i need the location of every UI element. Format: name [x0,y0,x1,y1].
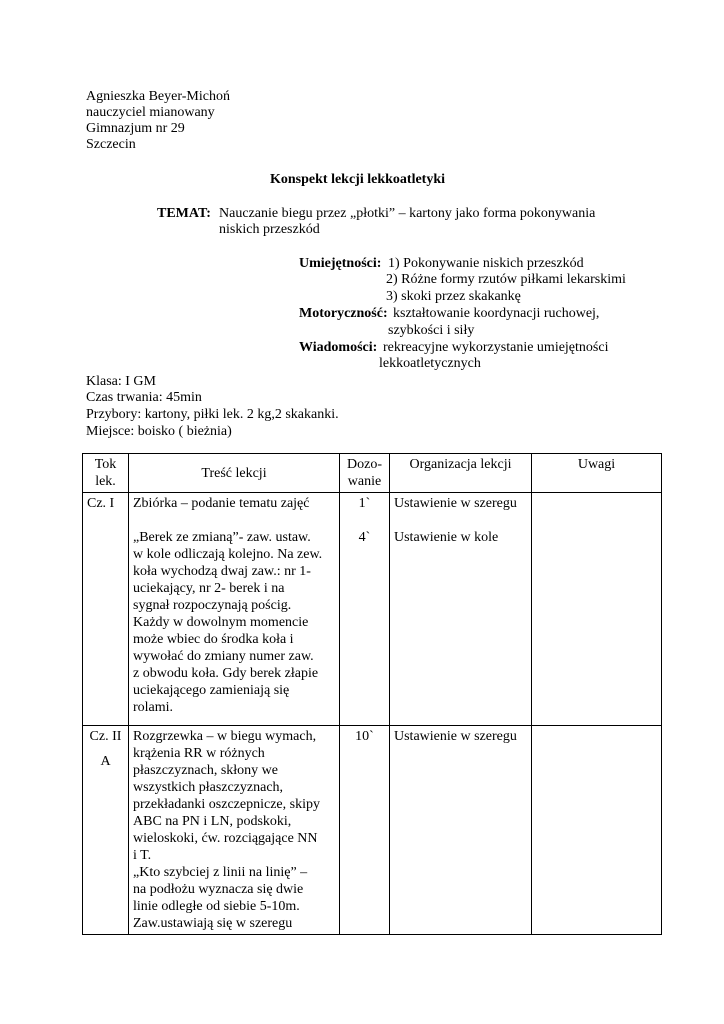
row1-content-line: rolami. [133,700,174,715]
row2-content-line: Zaw.ustawiają się w szeregu [133,916,293,931]
row2-content-line: linie odległe od siebie 5-10m. [133,899,300,914]
row1-dose [340,493,390,726]
knowledge-line-2: lekkoatletycznych [379,356,481,371]
header-content: Treść lekcji [129,454,340,493]
row1-dose-a: 1` [358,496,371,511]
equipment-info: Przybory: kartony, piłki lek. 2 kg,2 skakanki. [86,407,339,422]
header-notes: Uwagi [532,454,662,493]
skill-item-3: 3) skoki przez skakankę [386,289,521,304]
row2-content-line: płaszczyznach, skłony we [133,763,278,778]
row2-content-line: ABC na PN i LN, podskoki, [133,814,292,829]
row1-notes [532,493,662,726]
row1-organization [390,493,532,726]
document-title: Konspekt lekcji lekkoatletyki [270,172,446,187]
row2-dose: 10` [340,726,390,935]
row1-content-line: może wbiec do środka koła i [133,632,294,647]
row1-content-line: uciekającego zamieniają się [133,683,290,698]
header-organization: Organizacja lekcji [390,454,532,493]
skills-label: Umiejętności: [299,256,382,271]
table-row [83,493,662,726]
row2-content [129,726,340,935]
row1-content-line: koła wychodzą dwaj zaw.: nr 1- [133,564,311,579]
row2-content-line: wieloskoki, ćw. rozciągające NN [133,831,318,846]
table-header-row [83,454,662,493]
row2-part: Cz. II A [83,726,129,935]
table-row [83,726,662,935]
row1-content-line: w kole odliczają kolejno. Na zew. [133,547,323,562]
row2-notes [532,726,662,935]
row1-dose-b: 4` [358,530,371,545]
motor-label: Motoryczność: [299,306,388,321]
motor-line-1: kształtowanie koordynacji ruchowej, [393,306,600,321]
header-dose: Dozo- wanie [340,454,390,493]
row1-content-line: sygnał rozpoczynają pościg. [133,598,292,613]
row1-content-line: Każdy w dowolnym momencie [133,615,309,630]
row2-content-line: wszystkich płaszczyznach, [133,780,284,795]
place-info: Miejsce: boisko ( bieżnia) [86,424,232,439]
lesson-table [82,453,662,935]
knowledge-label: Wiadomości: [299,340,378,355]
knowledge-line-1: rekreacyjne wykorzystanie umiejętności [383,340,609,355]
row1-content-line: z obwodu koła. Gdy berek złapie [133,666,319,681]
duration-info: Czas trwania: 45min [86,390,202,405]
city-name: Szczecin [86,137,136,152]
row2-content-line: przekładanki oszczepnicze, skipy [133,797,320,812]
row1-content-a: Zbiórka – podanie tematu zajęć [133,496,310,511]
author-position: nauczyciel mianowany [86,105,215,120]
header-tok: Tok lek. [83,454,129,493]
row1-content-line: „Berek ze zmianą”- zaw. ustaw. [133,530,311,545]
skill-item-1: 1) Pokonywanie niskich przeszkód [388,256,584,271]
row1-org-b: Ustawienie w kole [394,530,499,545]
row1-content [129,493,340,726]
row2-organization: Ustawienie w szeregu [390,726,532,935]
skill-item-2: 2) Różne formy rzutów piłkami lekarskimi [386,272,626,287]
row2-content-line: Rozgrzewka – w biegu wymach, [133,729,317,744]
row1-org-a: Ustawienie w szeregu [394,496,517,511]
topic-line-2: niskich przeszkód [219,222,320,237]
row2-content-line: „Kto szybciej z linii na linię” – [133,865,308,880]
row1-content-line: wywołać do zmiany numer zaw. [133,649,314,664]
class-info: Klasa: I GM [86,374,156,389]
row2-content-line: krążenia RR w różnych [133,746,265,761]
motor-line-2: szybkości i siły [388,323,475,338]
row1-part: Cz. I [83,493,129,726]
topic-label: TEMAT: [157,206,211,221]
row2-content-line: na podłożu wyznacza się dwie [133,882,304,897]
author-name: Agnieszka Beyer-Michoń [86,89,230,104]
row2-content-line: i T. [133,848,152,863]
topic-line-1: Nauczanie biegu przez „płotki” – kartony jako forma pokonywania [219,206,596,221]
row1-content-line: uciekający, nr 2- berek i na [133,581,285,596]
school-name: Gimnazjum nr 29 [86,121,185,136]
